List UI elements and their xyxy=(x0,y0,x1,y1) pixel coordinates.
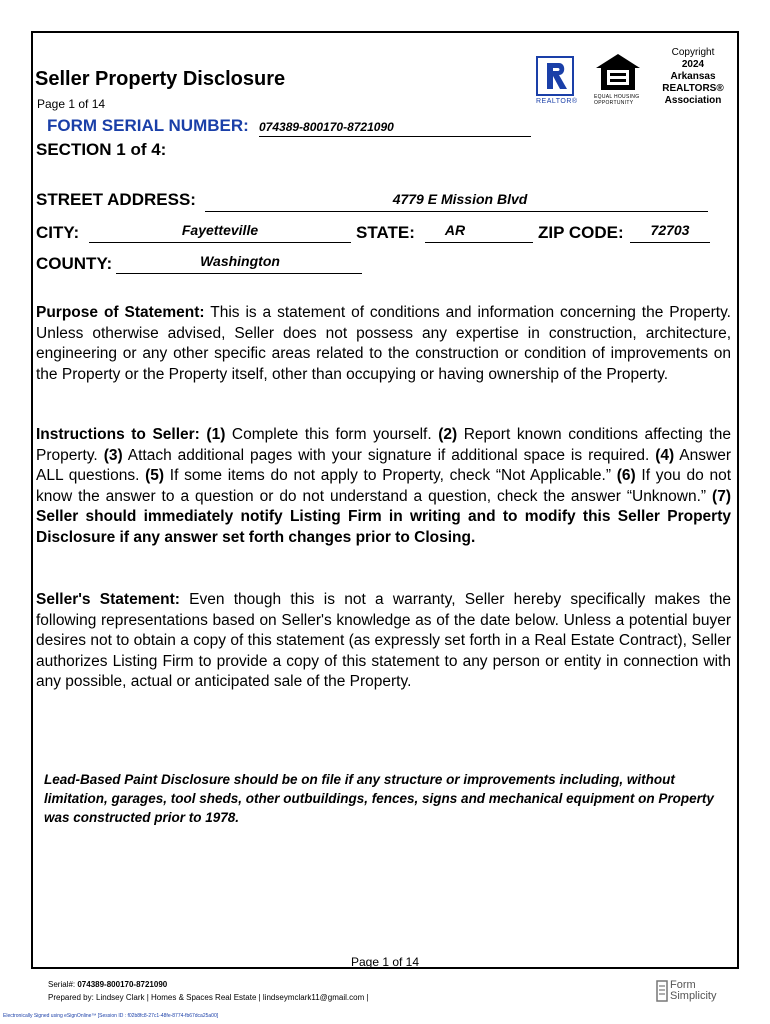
instructions-paragraph xyxy=(36,425,731,548)
purpose-text: This is a statement of conditions and information concerning the Property. Unless otherwise advised, Seller does not possess any expertise in construction, architecture, engineering or any other specific areas related to the construction or condition of improvements on the Property or the Property itself, other than occupying or having ownership of the Property. xyxy=(36,304,731,383)
zip-code-field[interactable]: 72703 xyxy=(650,222,690,238)
instruction-number: (1) xyxy=(199,426,226,443)
page-title: Seller Property Disclosure xyxy=(35,68,286,90)
instruction-number: (4) xyxy=(655,446,675,464)
copyright-org: REALTORS® xyxy=(662,83,724,94)
seller-statement-heading: Seller's Statement: xyxy=(36,591,180,608)
lead-paint-notice: Lead-Based Paint Disclosure should be on file if any structure or improvements including, without limitation, garages, tool sheds, other outbuildings, fences, signs and mechanical equipment on Property was constructed prior to 1978. xyxy=(44,772,714,825)
section-label: SECTION 1 of 4: xyxy=(36,140,167,159)
instruction-text: Attach additional pages with your signature if additional space is required. xyxy=(122,446,656,464)
copyright-year: 2024 xyxy=(681,59,705,70)
instruction-number: (3) xyxy=(103,446,123,464)
city-field[interactable]: Fayetteville xyxy=(181,222,259,238)
instruction-text: If you do not know the answer to a question or do not understand a question, check the answer “Unknown.” xyxy=(36,467,731,505)
form-simplicity-logo xyxy=(656,979,717,1007)
state-field[interactable]: AR xyxy=(444,222,466,238)
realtor-logo-icon xyxy=(536,56,574,96)
form-serial-label: FORM SERIAL NUMBER: xyxy=(47,116,249,135)
document-icon xyxy=(656,980,668,1002)
equal-housing-text: EQUAL HOUSING OPPORTUNITY xyxy=(594,94,640,106)
seller-statement-paragraph xyxy=(36,590,731,693)
county-field[interactable]: Washington xyxy=(200,253,280,269)
page-number-bottom: Page 1 of 14 xyxy=(350,955,420,969)
instruction-notify-listing-firm: (7) Seller should immediately notify Listing Firm in writing and to modify this Seller Property Disclosure if any answer set forth changes prior to Closing. xyxy=(36,487,731,546)
form-simplicity-text xyxy=(670,980,716,1002)
form-serial-value: 074389-800170-8721090 xyxy=(259,120,531,137)
footer-serial-label: Serial#: xyxy=(48,980,78,989)
footer-serial-value: 074389-800170-8721090 xyxy=(77,980,168,989)
esign-notice: Electronically Signed using eSignOnline™ [Session ID : f02b8fc8-27c1-48fe-8774-fb67dca25a00] xyxy=(3,1013,219,1019)
instruction-number: (2) xyxy=(438,426,458,443)
equal-housing-icon xyxy=(594,52,642,92)
copyright-org: Association xyxy=(664,95,722,106)
realtor-mark: REALTOR® xyxy=(536,98,578,105)
brand-line: Form xyxy=(670,979,696,991)
page-number-top: Page 1 of 14 xyxy=(37,97,106,111)
street-address-label: STREET ADDRESS: xyxy=(36,190,196,209)
instruction-number: (6) xyxy=(616,467,636,484)
county-label: COUNTY: xyxy=(36,254,113,273)
copyright-block xyxy=(656,47,730,107)
purpose-paragraph xyxy=(36,303,731,385)
instruction-text: Answer ALL questions. xyxy=(36,446,731,484)
city-label: CITY: xyxy=(36,223,80,242)
instruction-text: Report known conditions affecting the Property. xyxy=(36,426,731,464)
footer-serial xyxy=(48,980,167,989)
zip-code-label: ZIP CODE: xyxy=(538,223,624,242)
brand-line: Simplicity xyxy=(670,990,717,1002)
street-address-field[interactable]: 4779 E Mission Blvd xyxy=(392,191,528,207)
instruction-text: Complete this form yourself. xyxy=(225,426,439,443)
instruction-text: If some items do not apply to Property, check “Not Applicable.” xyxy=(164,467,617,484)
copyright-line: Copyright xyxy=(671,47,715,58)
instructions-heading: Instructions to Seller: xyxy=(36,426,200,443)
state-label: STATE: xyxy=(356,223,415,242)
instruction-number: (5) xyxy=(145,467,165,484)
seller-statement-text: Even though this is not a warranty, Seller hereby specifically makes the following representations based on Seller's knowledge as of the date below. Unless a potential buyer desires not to obtain a copy of this statement (as expressly set forth in a Real Estate Contract), Seller authorizes Listing Firm to provide a copy of this statement to any person or entity in connection with any possible, actual or anticipated sale of the Property. xyxy=(36,591,731,690)
purpose-heading: Purpose of Statement: xyxy=(36,304,205,321)
footer-prepared-by: Prepared by: Lindsey Clark | Homes & Spaces Real Estate | lindseymclark11@gmail.com | xyxy=(48,993,369,1002)
copyright-org: Arkansas xyxy=(670,71,716,82)
